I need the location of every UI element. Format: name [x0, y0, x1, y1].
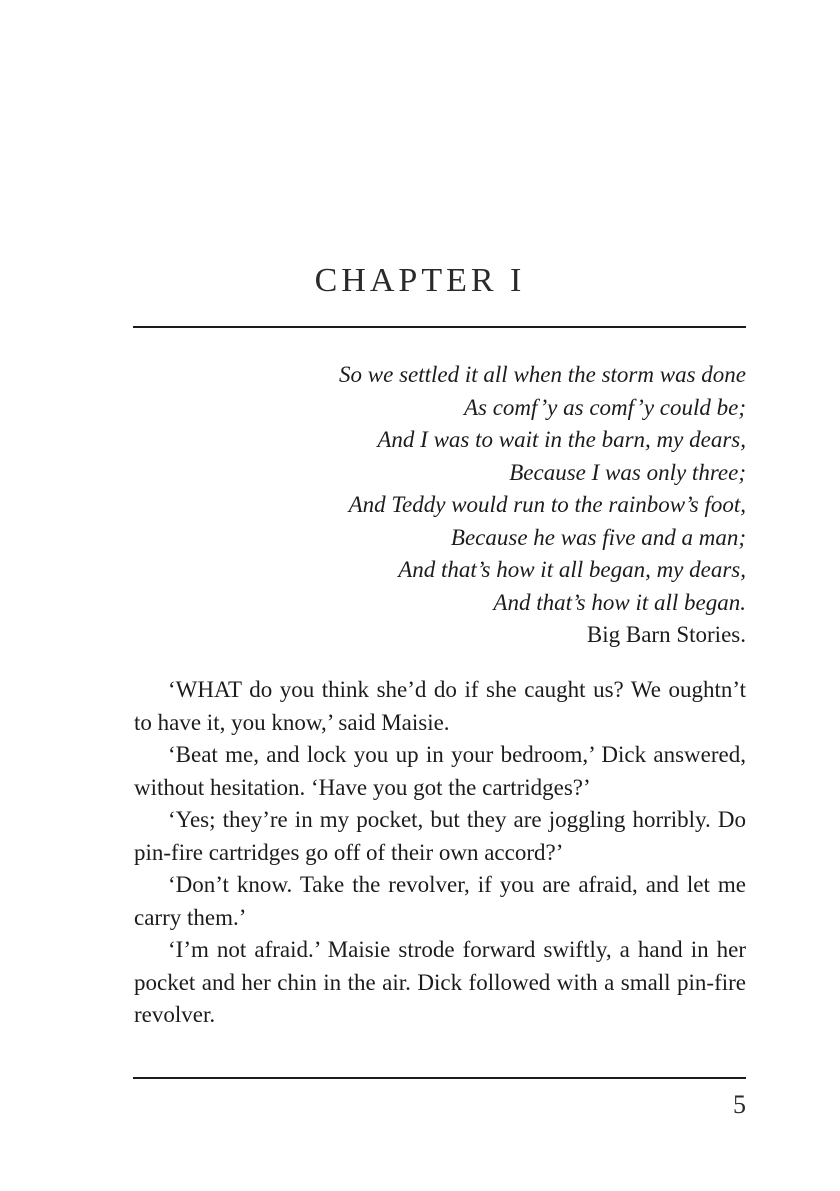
paragraph: ‘I’m not afraid.’ Maisie strode forward swiftly, a hand in her pocket and her chin in the air. Dick followed with a small pin-fire revolver. — [134, 937, 746, 1027]
page-number: 5 — [733, 1090, 746, 1119]
epigraph-source: Big Barn Stories. — [586, 622, 746, 647]
epigraph-line: Because I was only three; — [509, 459, 746, 485]
paragraph: ‘WHAT do you think she’d do if she caught us? We oughtn’t to have it, you know,’ said Maisie. — [134, 677, 746, 735]
bottom-rule — [133, 1077, 746, 1079]
paragraph: ‘Beat me, and lock you up in your bedroom,’ Dick answered, without hesitation. ‘Have you got the cartridges?’ — [134, 742, 746, 800]
epigraph-line: And that’s how it all began, my dears, — [398, 557, 746, 582]
epigraph-line: Because he was five and a man; — [450, 524, 746, 550]
epigraph-line: So we settled it all when the storm was done — [339, 362, 746, 387]
epigraph-line: And I was to wait in the barn, my dears, — [377, 427, 746, 452]
paragraph: ‘Yes; they’re in my pocket, but they are joggling horribly. Do pin-fire cartridges go off of their own accord?’ — [134, 807, 746, 865]
paragraph: ‘Don’t know. Take the revolver, if you are afraid, and let me carry them.’ — [134, 872, 746, 930]
epigraph-line: And that’s how it all began. — [493, 589, 746, 615]
epigraph-line: And Teddy would run to the rainbow’s foot, — [348, 492, 746, 517]
chapter-title: CHAPTER I — [314, 262, 526, 299]
epigraph — [186, 359, 746, 652]
body-text — [134, 674, 746, 1032]
top-rule — [133, 326, 746, 328]
epigraph-line: As comf’y as comf’y could be; — [463, 394, 746, 420]
